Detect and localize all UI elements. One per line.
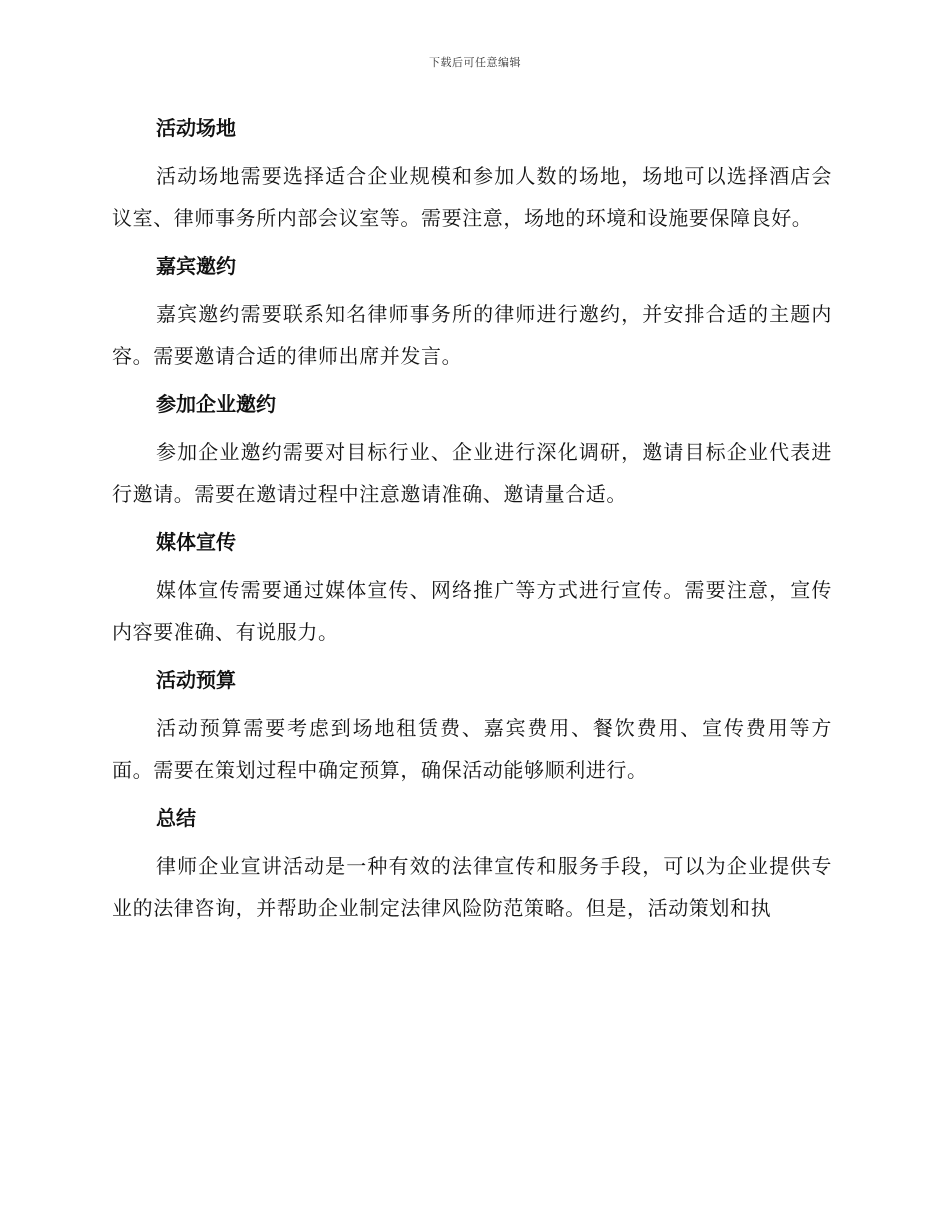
section-paragraph: 活动预算需要考虑到场地租赁费、嘉宾费用、餐饮费用、宣传费用等方面。需要在策划过程中确定预算，确保活动能够顺利进行。 [112,716,832,782]
section-paragraph: 活动场地需要选择适合企业规模和参加人数的场地，场地可以选择酒店会议室、律师事务所内部会议室等。需要注意，场地的环境和设施要保障良好。 [112,164,832,230]
section-heading: 总结 [156,806,196,830]
document-content [112,109,832,937]
section-paragraph: 律师企业宣讲活动是一种有效的法律宣传和服务手段，可以为企业提供专业的法律咨询，并帮助企业制定法律风险防范策略。但是，活动策划和执 [112,854,832,920]
section-heading: 活动预算 [156,668,236,692]
section-budget [112,661,832,791]
section-heading: 活动场地 [156,116,236,140]
section-enterprise-invitation [112,385,832,515]
section-heading: 参加企业邀约 [156,392,276,416]
page-header-note: 下载后可任意编辑 [429,56,521,69]
section-heading: 媒体宣传 [156,530,236,554]
section-paragraph: 嘉宾邀约需要联系知名律师事务所的律师进行邀约，并安排合适的主题内容。需要邀请合适的律师出席并发言。 [112,302,832,368]
section-guest-invitation [112,247,832,377]
section-media-promotion [112,523,832,653]
section-paragraph: 媒体宣传需要通过媒体宣传、网络推广等方式进行宣传。需要注意，宣传内容要准确、有说服力。 [112,578,832,644]
section-summary [112,799,832,929]
section-venue [112,109,832,239]
section-heading: 嘉宾邀约 [156,254,236,278]
section-paragraph: 参加企业邀约需要对目标行业、企业进行深化调研，邀请目标企业代表进行邀请。需要在邀请过程中注意邀请准确、邀请量合适。 [112,440,832,506]
